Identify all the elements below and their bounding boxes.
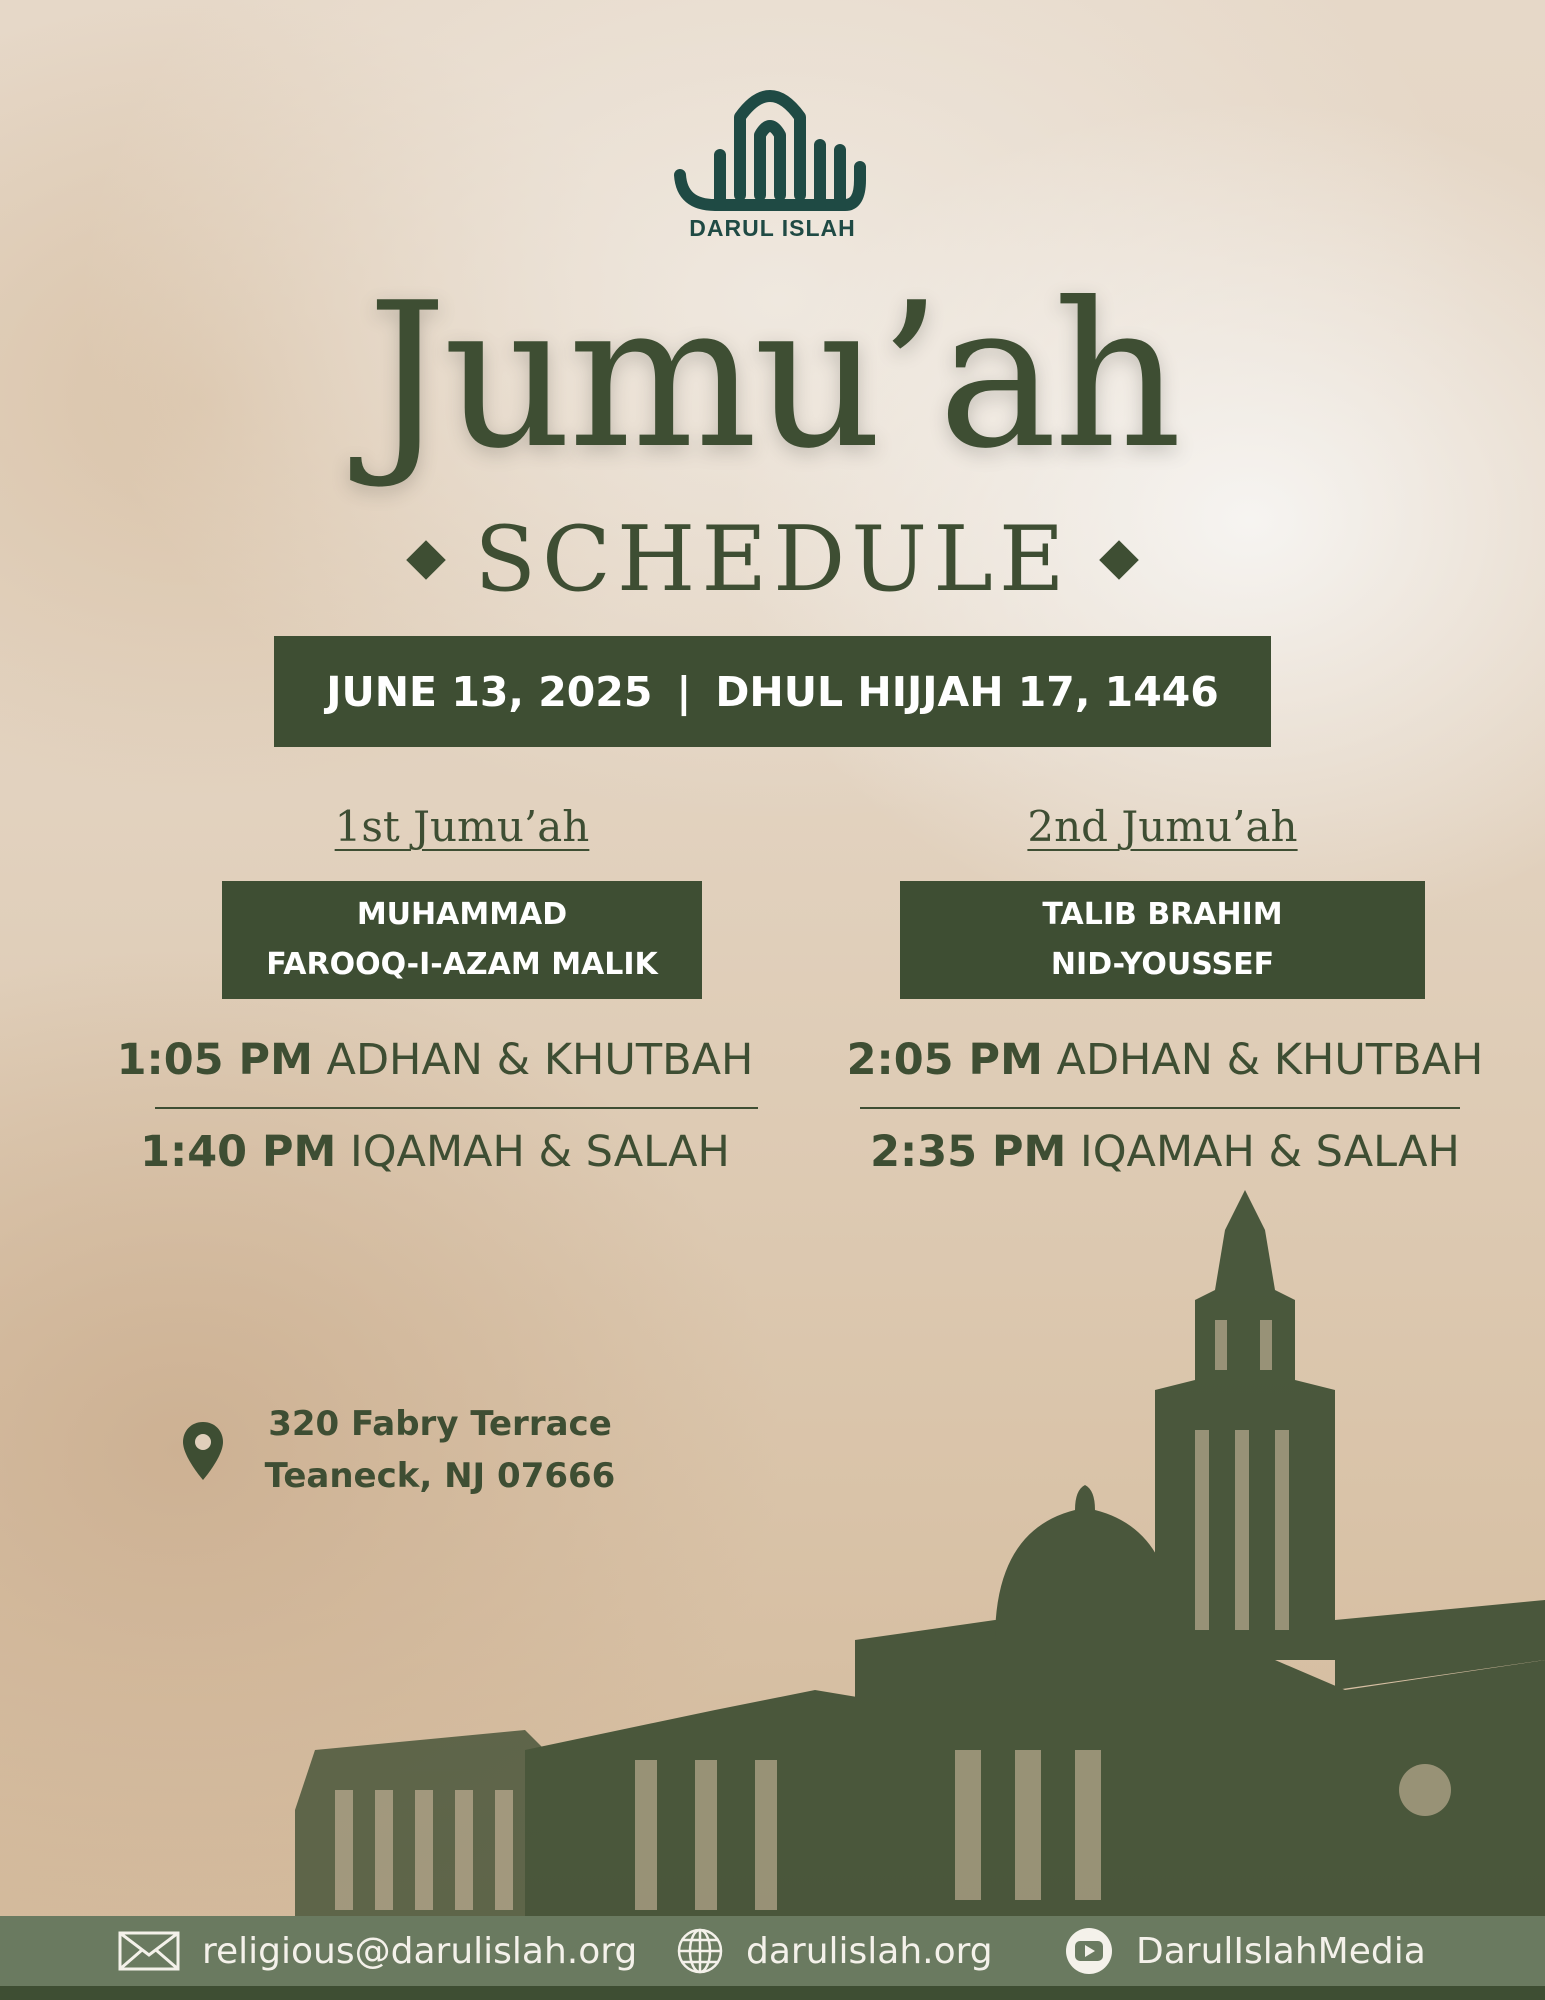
diamond-ornament-icon [1099, 540, 1139, 580]
second-iqamah-time: 2:35 PM [870, 1127, 1067, 1177]
first-adhan-line [90, 1035, 780, 1085]
second-adhan-line [820, 1035, 1510, 1085]
envelope-icon [118, 1931, 180, 1971]
social-text: DarulIslahMedia [1136, 1930, 1426, 1972]
globe-icon [676, 1927, 724, 1975]
subtitle-row [0, 507, 1545, 612]
second-imam-box [900, 881, 1425, 999]
first-adhan-time: 1:05 PM [116, 1035, 313, 1085]
footer-bar [0, 1916, 1545, 1986]
email-link[interactable] [118, 1931, 637, 1972]
page-title: Jumu’ah [366, 260, 1179, 493]
first-imam-line2: FAROOQ-I-AZAM MALIK [266, 947, 658, 982]
mosque-illustration-icon [295, 1190, 1545, 1920]
address-line2: Teaneck, NJ 07666 [264, 1456, 616, 1496]
first-imam-line1: MUHAMMAD [356, 897, 568, 932]
second-iqamah-label: IQAMAH & SALAH [1080, 1127, 1460, 1177]
diamond-ornament-icon [407, 540, 447, 580]
location-pin-icon [180, 1420, 226, 1482]
website-link[interactable] [676, 1927, 993, 1975]
second-adhan-label: ADHAN & KHUTBAH [1056, 1035, 1484, 1085]
second-jumuah-heading: 2nd Jumu’ah [1027, 802, 1298, 851]
first-jumuah-heading: 1st Jumu’ah [334, 802, 590, 851]
youtube-icon [1064, 1926, 1114, 1976]
first-iqamah-label: IQAMAH & SALAH [350, 1127, 730, 1177]
youtube-link[interactable] [1064, 1926, 1426, 1976]
first-adhan-label: ADHAN & KHUTBAH [326, 1035, 754, 1085]
footer-underline [0, 1986, 1545, 2000]
hijri-date: DHUL HIJJAH 17, 1446 [715, 667, 1219, 716]
first-iqamah-line [90, 1127, 780, 1177]
second-adhan-time: 2:05 PM [846, 1035, 1043, 1085]
gregorian-date: JUNE 13, 2025 [326, 667, 653, 716]
first-divider [155, 1107, 758, 1109]
second-imam-line1: TALIB BRAHIM [1042, 897, 1283, 932]
second-imam-line2: NID-YOUSSEF [1050, 947, 1275, 982]
email-text: religious@darulislah.org [202, 1930, 638, 1972]
subtitle: SCHEDULE [474, 507, 1071, 612]
date-separator: | [676, 667, 692, 716]
second-iqamah-line [820, 1127, 1510, 1177]
first-iqamah-time: 1:40 PM [140, 1127, 337, 1177]
date-banner [274, 636, 1271, 747]
first-imam-box [222, 881, 702, 999]
address [240, 1398, 640, 1502]
address-line1: 320 Fabry Terrace [268, 1404, 612, 1444]
second-divider [860, 1107, 1460, 1109]
logo-name: DARUL ISLAH [689, 215, 856, 241]
website-text: darulislah.org [746, 1930, 993, 1972]
